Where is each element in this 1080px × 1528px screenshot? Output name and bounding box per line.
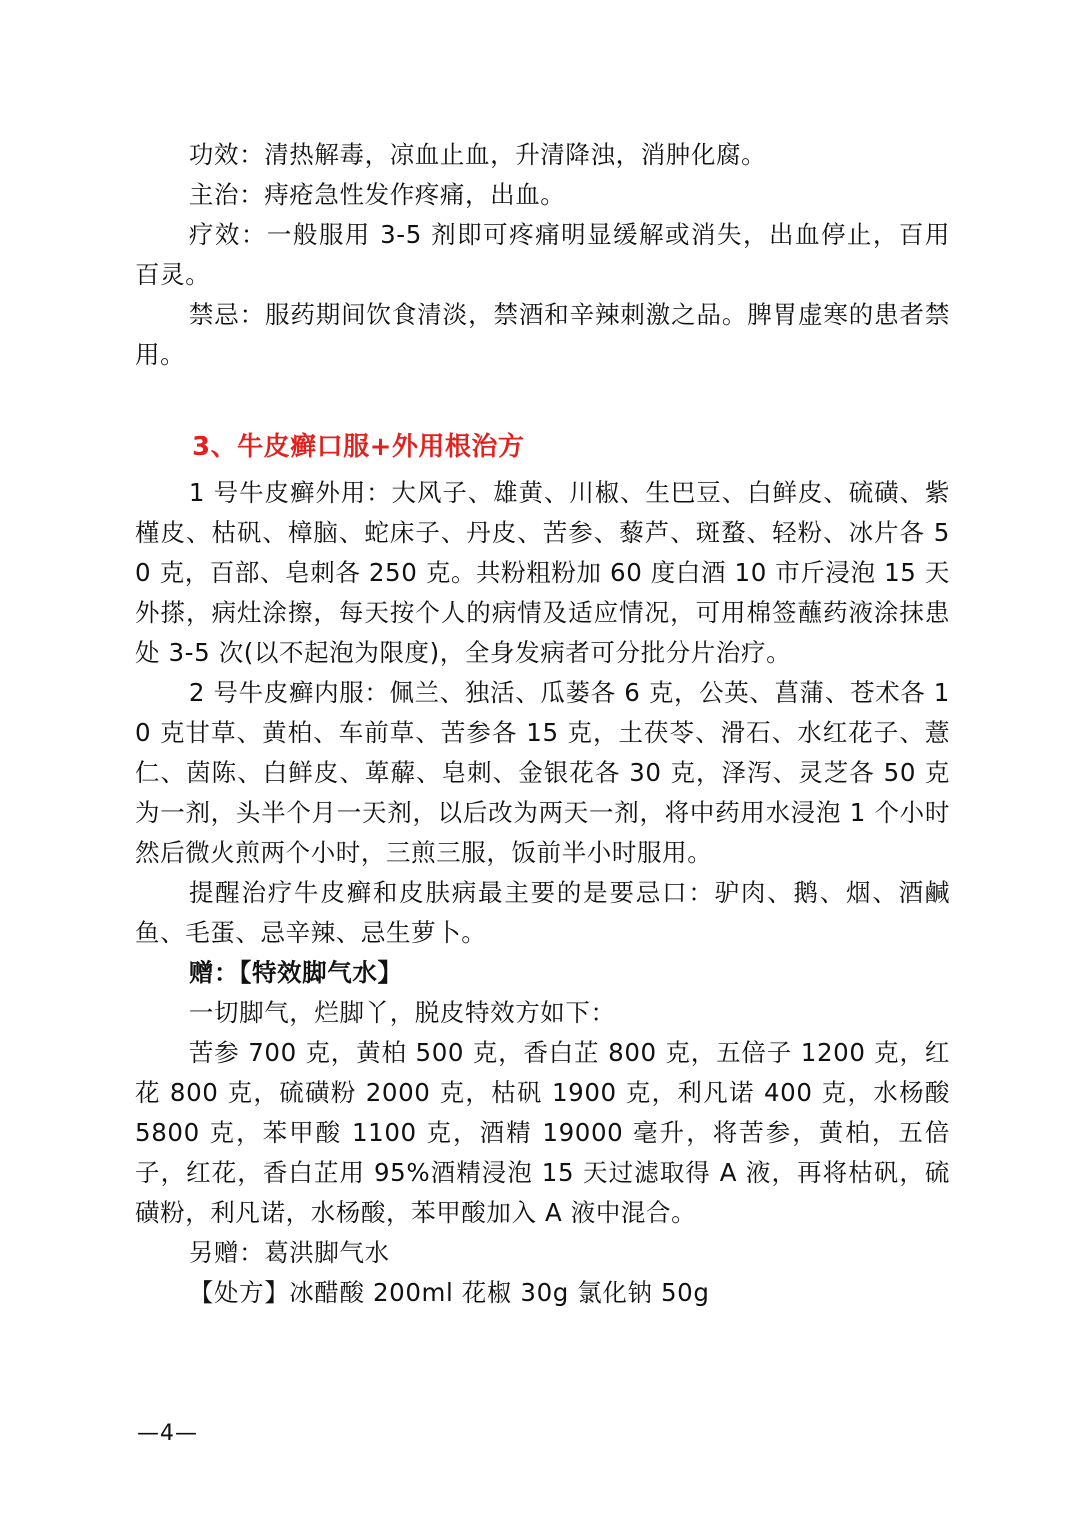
prescription-line: 【处方】冰醋酸 200ml 花椒 30g 氯化钠 50g [188,1278,710,1307]
efficacy-paragraph: 功效：清热解毒，凉血止血，升清降浊，消肿化腐。 [188,140,767,169]
curative-effect-paragraph: 疗效：一般服用 3-5 剂即可疼痛明显缓解或消失，出血停止，百用百灵。 [135,220,950,289]
athletes-foot-intro: 一切脚气，烂脚丫，脱皮特效方如下： [188,998,616,1027]
indication-paragraph: 主治：痔疮急性发作疼痛，出血。 [188,180,566,209]
extra-gift-title: 另赠：葛洪脚气水 [188,1238,390,1267]
external-formula-paragraph: 1 号牛皮癣外用：大风子、雄黄、川椒、生巴豆、白鲜皮、硫磺、紫槿皮、枯矾、樟脑、蛇床子、丹皮、苦参、藜芦、斑蝥、轻粉、冰片各 50 克，百部、皂刺各 250 克。共粉粗粉加 60 度白酒 10 市斤浸泡 15 天外搽，病灶涂擦，每天按个人的病情及适应情况，可用棉签蘸药液涂抹患处 3-5 次(以不起泡为限度)，全身发病者可分批分片治疗。 [135,478,950,667]
athletes-foot-formula: 苦参 700 克，黄柏 500 克，香白芷 800 克，五倍子 1200 克，红花 800 克，硫磺粉 2000 克，枯矾 1900 克，利凡诺 400 克，水杨酸 5800 克，苯甲酸 1100 克，酒精 19000 毫升，将苦参，黄柏，五倍子，红花，香白芷用 95%酒精浸泡 15 天过滤取得 A 液，再将枯矾，硫磺粉，利凡诺，水杨酸，苯甲酸加入 A 液中混合。 [135,1038,950,1227]
section-title: 3、牛皮癣口服+外用根治方 [192,432,525,462]
page-number: —4— [137,1421,198,1446]
oral-formula-paragraph: 2 号牛皮癣内服：佩兰、独活、瓜蒌各 6 克，公英、菖蒲、苍术各 10 克甘草、黄柏、车前草、苦参各 15 克，土茯苓、滑石、水红花子、薏仁、茵陈、白鲜皮、萆薢、皂刺、金银花各 30 克，泽泻、灵芝各 50 克为一剂，头半个月一天剂，以后改为两天一剂，将中药用水浸泡 1 个小时然后微火煎两个小时，三煎三服，饭前半小时服用。 [135,678,950,867]
diet-reminder-paragraph: 提醒治疗牛皮癣和皮肤病最主要的是要忌口：驴肉、鹅、烟、酒鹹鱼、毛蛋、忌辛辣、忌生萝卜。 [135,878,950,947]
contraindication-paragraph: 禁忌：服药期间饮食清淡，禁酒和辛辣刺激之品。脾胃虚寒的患者禁用。 [135,300,950,369]
document-body [135,135,950,1313]
gift-heading: 赠：【特效脚气水】 [188,958,403,987]
